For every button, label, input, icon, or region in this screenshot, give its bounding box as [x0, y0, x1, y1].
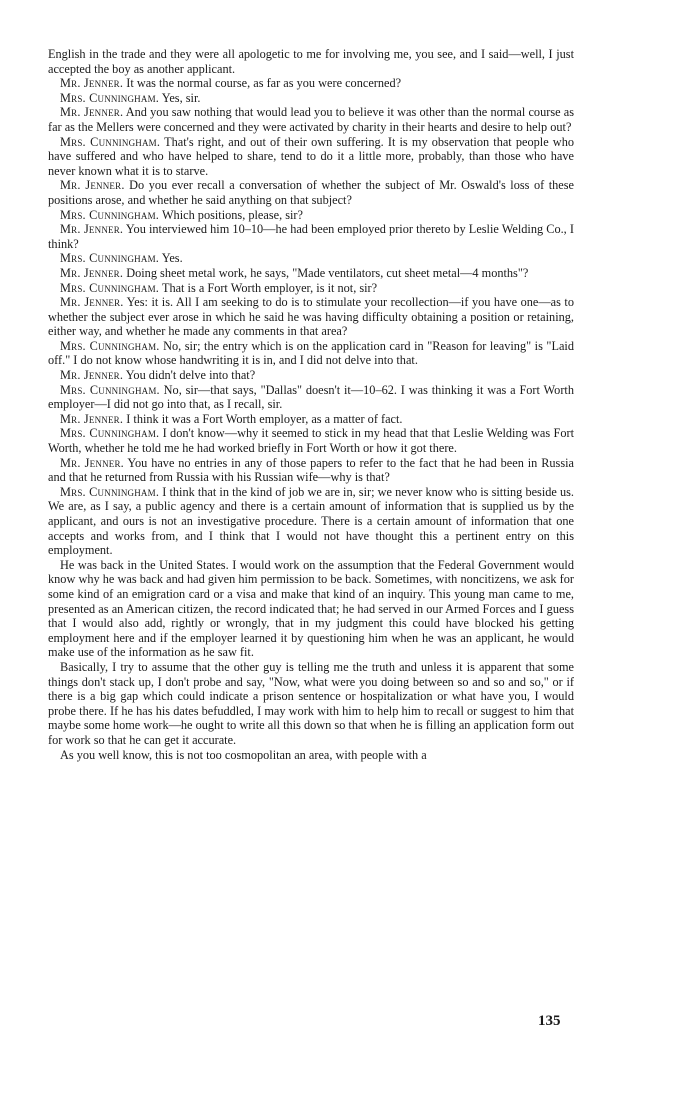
paragraph-text: You didn't delve into that?	[125, 368, 256, 383]
paragraph	[48, 76, 574, 91]
paragraph	[48, 178, 574, 207]
paragraph	[48, 295, 574, 339]
paragraph	[48, 281, 574, 296]
paragraph-text: No, sir; the entry which is on the application card in "Reason for leaving" is "Laid off." I do not know whose handwriting it is in, and I did not delve into that.	[48, 338, 574, 368]
paragraph-text: Do you ever recall a conversation of whether the subject of Mr. Oswald's loss of these positions arose, and whether he said anything on that subject?	[48, 178, 574, 207]
speaker-label: Mr. Jenner.	[60, 76, 124, 91]
paragraph	[48, 412, 574, 427]
speaker-label: Mr. Jenner.	[60, 105, 124, 120]
paragraph-text: You have no entries in any of those papers to refer to the fact that he had been in Russia and that he returned from Russia with his Russian wife—why is that?	[48, 455, 574, 485]
paragraph-text: I don't know—why it seemed to stick in my head that that Leslie Welding was Fort Worth, whether he told me he had worked briefly in Fort Worth or how it got there.	[48, 426, 574, 456]
paragraph	[48, 748, 574, 763]
paragraph	[48, 368, 574, 383]
document-page	[48, 47, 574, 762]
speaker-label: Mr. Jenner.	[60, 178, 125, 193]
paragraph-text: Yes.	[161, 251, 183, 266]
paragraph-text: I think that in the kind of job we are in, sir; we never know who is sitting beside us. We are, as I say, a public agency and there is a certain amount of information that is supplied us by the applicant, and ours is not an investigative procedure. There is a certain amount of information that one accepts and works from, and I think that I would not have thought this a pertinent entry on this employment.	[48, 484, 574, 558]
paragraph-text: You interviewed him 10–10—he had been employed prior thereto by Leslie Welding Co., I think?	[48, 222, 574, 251]
speaker-label: Mr. Jenner.	[60, 222, 124, 237]
paragraph	[48, 266, 574, 281]
paragraph-text: As you well know, this is not too cosmopolitan an area, with people with a	[60, 747, 427, 762]
paragraph	[48, 485, 574, 558]
paragraph	[48, 456, 574, 485]
speaker-label: Mrs. Cunningham.	[60, 382, 160, 397]
speaker-label: Mrs. Cunningham.	[60, 484, 160, 499]
paragraph	[48, 222, 574, 251]
paragraph	[48, 660, 574, 748]
speaker-label: Mr. Jenner.	[60, 368, 124, 383]
paragraph	[48, 91, 574, 106]
paragraph	[48, 383, 574, 412]
paragraph-text: He was back in the United States. I would work on the assumption that the Federal Government would know why he was back and had given him permission to be back. Sometimes, with noncitizens, we ask for some kind of an emigration card or a visa and make that kind of an inquiry. This young man came to me, presented as an American citizen, the record indicated that; he had served in our Armed Forces and I guess that I would also add, rightly or wrongly, that in my judgment this could have blocked his getting employment here and if the employer learned it by questioning him when he was an applicant, he would make use of the information as he saw fit.	[48, 557, 574, 660]
paragraph-text: Yes, sir.	[161, 90, 201, 105]
paragraph-text: Yes: it is. All I am seeking to do is to stimulate your recollection—if you have one—as to whether the subject ever arose in which he said he was having difficulty obtaining a position or retaining, either way, and whether he made any comments in that area?	[48, 295, 574, 339]
paragraph-text: I think it was a Fort Worth employer, as a matter of fact.	[126, 411, 403, 426]
paragraph-text: Doing sheet metal work, he says, "Made ventilators, cut sheet metal—4 months"?	[126, 265, 529, 280]
paragraph	[48, 47, 574, 76]
speaker-label: Mrs. Cunningham.	[60, 280, 160, 295]
speaker-label: Mrs. Cunningham.	[60, 90, 160, 105]
paragraph-text: And you saw nothing that would lead you to believe it was other than the normal course as far as the Mellers were concerned and they were activated by charity in their hearts and desire to help out?	[48, 105, 574, 134]
speaker-label: Mrs. Cunningham.	[60, 134, 161, 149]
paragraph	[48, 135, 574, 179]
speaker-label: Mrs. Cunningham.	[60, 251, 160, 266]
paragraph-text: That's right, and out of their own suffering. It is my observation that people who have suffered and who have helped to share, tend to do it a little more, probably, than those who have never known what it is to starve.	[48, 134, 574, 178]
paragraph	[48, 426, 574, 455]
paragraph-text: English in the trade and they were all apologetic to me for involving me, you see, and I said—well, I just accepted the boy as another applicant.	[48, 47, 574, 76]
speaker-label: Mr. Jenner.	[60, 265, 124, 280]
paragraph	[48, 251, 574, 266]
speaker-label: Mrs. Cunningham.	[60, 338, 160, 353]
paragraph	[48, 105, 574, 134]
paragraph	[48, 558, 574, 660]
speaker-label: Mr. Jenner.	[60, 455, 124, 470]
paragraph-text: It was the normal course, as far as you were concerned?	[126, 76, 402, 91]
speaker-label: Mrs. Cunningham.	[60, 426, 160, 441]
paragraph-text: That is a Fort Worth employer, is it not, sir?	[161, 280, 378, 295]
paragraph-text: Basically, I try to assume that the other guy is telling me the truth and unless it is apparent that some things don't stack up, I don't probe and say, "Now, what were you doing between so and so and so," or if there is a big gap which could indicate a prison sentence or hospitalization or what have you, I would probe there. If he has his dates befuddled, I may work with him to help him to recall or suggest to him that maybe some home work—he ought to write all this down so that when he is filling an application form out for work so that he can get it accurate.	[48, 659, 574, 747]
paragraph	[48, 339, 574, 368]
paragraph-text: Which positions, please, sir?	[161, 207, 303, 222]
page-number: 135	[538, 1013, 561, 1029]
speaker-label: Mrs. Cunningham.	[60, 207, 160, 222]
speaker-label: Mr. Jenner.	[60, 295, 124, 310]
paragraph-text: No, sir—that says, "Dallas" doesn't it—10–62. I was thinking it was a Fort Worth employer—I did not go into that, as I recall, sir.	[48, 382, 574, 412]
speaker-label: Mr. Jenner.	[60, 411, 124, 426]
paragraph	[48, 208, 574, 223]
